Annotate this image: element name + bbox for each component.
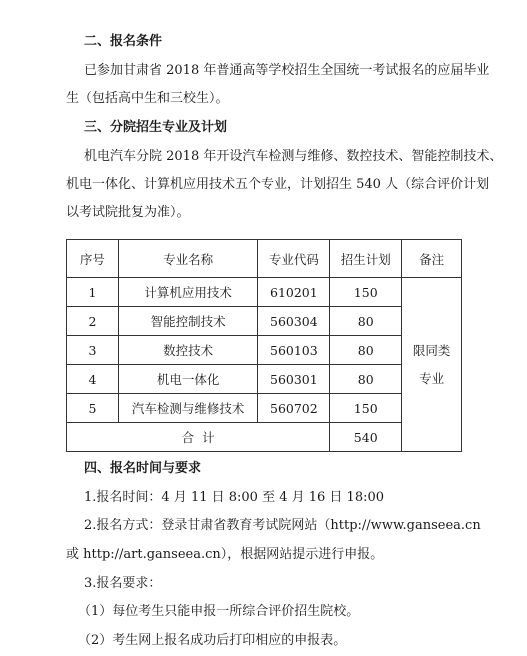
section4-item2-line2: 或 http://art.ganseea.cn），根据网站提示进行申报。	[66, 547, 384, 562]
section2-paragraph-line2: 生（包括高中生和三校生）。	[66, 91, 229, 106]
note-line2: 专业	[419, 370, 445, 386]
total-value: 540	[330, 423, 402, 452]
row-code: 560301	[258, 365, 330, 394]
section4-item3: 3.报名要求：	[84, 576, 162, 591]
enrollment-plan-table	[66, 239, 462, 452]
row-no: 1	[67, 278, 119, 307]
section4-heading: 四、报名时间与要求	[84, 461, 202, 476]
row-name: 计算机应用技术	[118, 278, 258, 307]
section4-item1: 1.报名时间：4 月 11 日 8:00 至 4 月 16 日 18:00	[84, 490, 385, 505]
header-code: 专业代码	[258, 240, 330, 278]
section4-sub1: （1）每位考生只能申报一所综合评价招生院校。	[78, 604, 360, 619]
row-no: 5	[67, 394, 119, 423]
row-code: 560304	[258, 307, 330, 336]
section3-paragraph-line3: 以考试院批复为准）。	[66, 205, 190, 220]
row-plan: 80	[330, 336, 402, 365]
row-name: 数控技术	[118, 336, 258, 365]
row-name: 汽车检测与维修技术	[118, 394, 258, 423]
row-code: 560103	[258, 336, 330, 365]
header-plan: 招生计划	[330, 240, 402, 278]
note-line1: 限同类	[412, 342, 451, 358]
header-note: 备注	[402, 240, 462, 278]
total-label: 合 计	[67, 423, 330, 452]
section3-heading: 三、分院招生专业及计划	[84, 120, 228, 135]
row-code: 560702	[258, 394, 330, 423]
table-header-row	[67, 240, 462, 278]
note-cell	[402, 278, 462, 452]
header-no: 序号	[67, 240, 119, 278]
row-plan: 80	[330, 365, 402, 394]
row-no: 3	[67, 336, 119, 365]
section3-paragraph-line2: 机电一体化、计算机应用技术五个专业，计划招生 540 人（综合评价计划	[66, 177, 490, 192]
table-row	[67, 278, 462, 307]
row-name: 智能控制技术	[118, 307, 258, 336]
section3-paragraph-line1: 机电汽车分院 2018 年开设汽车检测与维修、数控技术、智能控制技术、	[84, 149, 503, 164]
row-name: 机电一体化	[118, 365, 258, 394]
section4-item2-line1: 2.报名方式：登录甘肃省教育考试院网站（http://www.ganseea.cn	[84, 518, 481, 533]
row-plan: 80	[330, 307, 402, 336]
row-no: 4	[67, 365, 119, 394]
row-plan: 150	[330, 394, 402, 423]
row-no: 2	[67, 307, 119, 336]
header-name: 专业名称	[118, 240, 258, 278]
row-plan: 150	[330, 278, 402, 307]
section2-paragraph-line1: 已参加甘肃省 2018 年普通高等学校招生全国统一考试报名的应届毕业	[84, 63, 490, 78]
section4-sub2: （2）考生网上报名成功后打印相应的申报表。	[78, 633, 347, 648]
section2-heading: 二、报名条件	[84, 34, 163, 49]
row-code: 610201	[258, 278, 330, 307]
